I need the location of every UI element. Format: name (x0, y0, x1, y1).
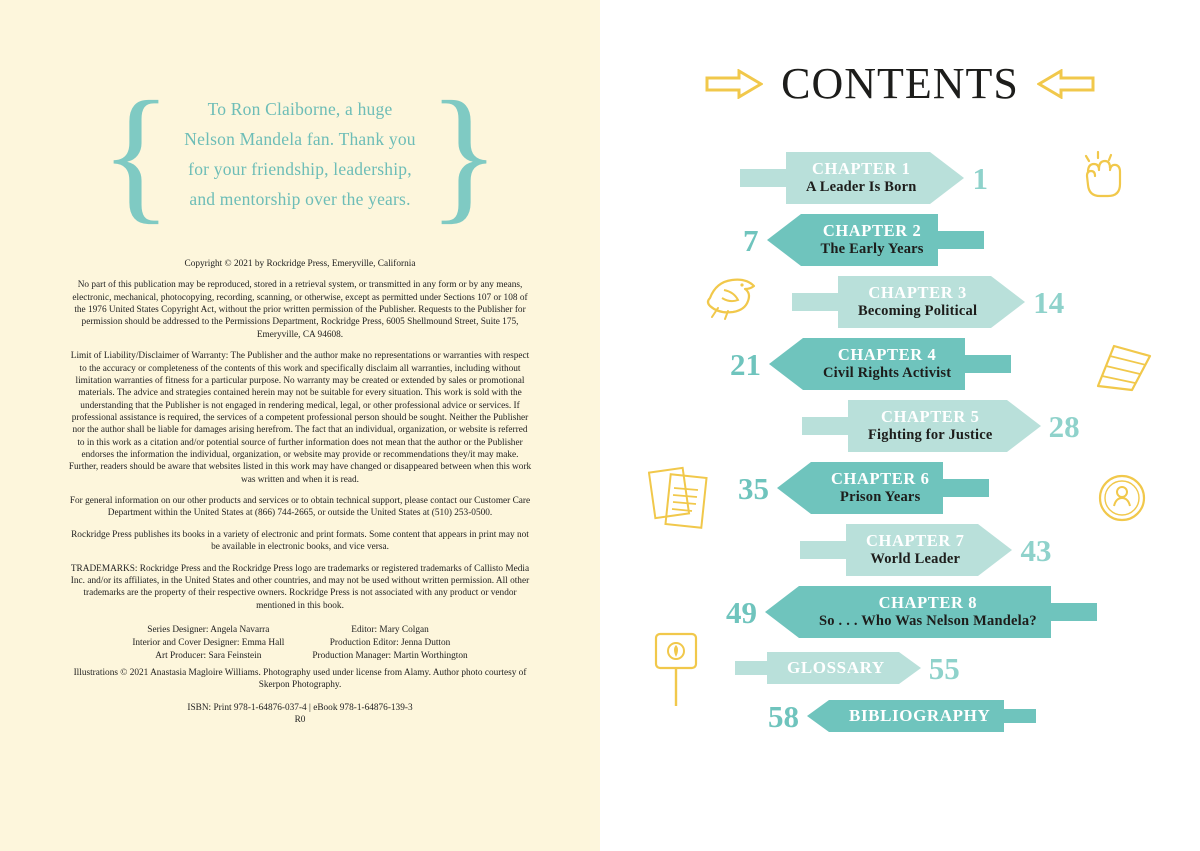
toc-entry-chapter-4[interactable] (722, 336, 1011, 392)
isbn-line: ISBN: Print 978-1-64876-037-4 | eBook 978-1-64876-139-3 (187, 702, 413, 713)
arrow-head-right-icon (899, 652, 921, 684)
toc-bar (799, 586, 1051, 638)
toc-bar (811, 462, 943, 514)
chapter-title: Becoming Political (858, 302, 978, 319)
toc-entry-chapter-7[interactable] (800, 522, 1059, 578)
toc-bar-text (829, 706, 1004, 725)
page-number: 35 (738, 470, 769, 506)
arrow-tail (800, 541, 846, 559)
toc-bar-text (848, 408, 1007, 443)
chapter-label: CHAPTER 8 (878, 593, 978, 613)
arrow-head-left-icon (777, 462, 811, 514)
chapter-title: Civil Rights Activist (823, 364, 952, 381)
arrow-tail (792, 293, 838, 311)
toc-bar (803, 338, 965, 390)
arrow-head-left-icon (769, 338, 803, 390)
chapter-title: A Leader Is Born (806, 178, 917, 195)
left-brace-ornament: { (100, 71, 172, 237)
toc-entry-bibliography[interactable] (760, 698, 1036, 734)
toc-entry-chapter-6[interactable] (730, 460, 989, 516)
toc-entry-chapter-3[interactable] (792, 274, 1072, 330)
arrow-tail (740, 169, 786, 187)
credits-column-right (312, 624, 467, 663)
chapter-label: CHAPTER 3 (868, 283, 967, 303)
chapter-label: CHAPTER 6 (831, 469, 930, 489)
copyright-paragraph-5: TRADEMARKS: Rockridge Press and the Rockridge Press logo are trademarks or registered trademarks of Callisto Media Inc. and/or its affiliates, in the United States and other countries, and may not be used without written permission. All other trademarks are the property of their respective owners. Rockridge Press is not associated with any product or vendor mentioned in this book. (70, 563, 530, 611)
copyright-line: Copyright © 2021 by Rockridge Press, Emeryville, California (184, 259, 416, 269)
page-number: 7 (743, 222, 759, 258)
arrow-tail (1004, 709, 1036, 723)
right-brace-ornament: } (428, 71, 500, 237)
arrow-tail (965, 355, 1011, 373)
contents-page (600, 0, 1200, 851)
toc-bar (767, 652, 899, 684)
copyright-text-block (68, 258, 532, 727)
arrow-head-right-icon (991, 276, 1025, 328)
documents-icon (648, 462, 712, 532)
toc-bar (829, 700, 1004, 732)
page-number: 55 (928, 650, 960, 686)
toc-entry-chapter-1[interactable] (740, 150, 996, 206)
toc-bar (786, 152, 930, 204)
toc-bar-text (801, 222, 938, 257)
chapter-title: Fighting for Justice (868, 426, 993, 443)
section-label: GLOSSARY (787, 658, 885, 678)
toc-entry-chapter-2[interactable] (735, 212, 984, 268)
toc-bar (848, 400, 1007, 452)
chapter-title: The Early Years (820, 240, 924, 257)
chapter-label: CHAPTER 7 (866, 531, 965, 551)
page-number: 28 (1048, 408, 1080, 444)
credits-column-left (132, 624, 284, 663)
chapter-title: Prison Years (840, 488, 921, 505)
arrow-tail (1051, 603, 1097, 621)
arrow-tail (735, 661, 767, 675)
section-label: BIBLIOGRAPHY (849, 706, 991, 726)
credit-editor: Editor: Mary Colgan (351, 624, 429, 635)
copyright-paragraph-2: Limit of Liability/Disclaimer of Warranty: The Publisher and the author make no representations or warranties with respect to the accuracy or completeness of the contents of this work and specifically disclaim all warranties, including without limitation warranties of fitness for a particular purpose. No warranty may be created or extended by sales or promotional materials. The advice and strategies contained herein may not be suitable for every situation. This work is sold with the understanding that the Publisher is not engaged in rendering medical, legal, or other professional advice or services. If professional assistance is required, the services of a competent professional person should be sought. Neither the Publisher nor the author shall be liable for damages arising herefrom. The fact that an individual, organization, or website is referred to in this work as a citation and/or potential source of further information does not mean that the author or the Publisher endorses the information the individual, organization, or website may provide or recommendations they/it may make. Further, readers should be aware that websites listed in this work may have changed or disappeared between when this work was written and when it is read. (68, 351, 532, 485)
toc-entry-glossary[interactable] (735, 650, 968, 686)
dedication-text: To Ron Claiborne, a huge Nelson Mandela fan. Thank you for your friendship, leadership, and mentorship over the years. (184, 98, 416, 210)
protest-sign-icon (648, 630, 708, 708)
arrow-tail (943, 479, 989, 497)
chapter-label: CHAPTER 2 (822, 221, 922, 241)
credit-production-manager: Production Manager: Martin Worthington (312, 651, 468, 662)
toc-bar-text (786, 160, 930, 195)
arrow-head-left-icon (807, 700, 829, 732)
chapter-label: CHAPTER 4 (837, 345, 937, 365)
arrow-head-right-icon (978, 524, 1012, 576)
toc-bar-text (799, 594, 1051, 629)
isbn-block (68, 702, 532, 727)
credit-interior-cover-designer: Interior and Cover Designer: Emma Hall (132, 638, 285, 648)
page-number: 21 (730, 346, 761, 382)
copyright-paragraph-1: No part of this publication may be reproduced, stored in a retrieval system, or transmitted in any form or by any means, electronic, mechanical, photocopying, recording, scanning, or otherwise, except as permitted under Sections 107 or 108 of the 1976 United States Copyright Act, without the prior written permission of the Publisher. Requests to the Publisher for permission should be addressed to the Permissions Department, Rockridge Press, 6005 Shellmound Street, Suite 175, Emeryville, CA 94608. (72, 280, 528, 340)
printing-code: R0 (294, 715, 306, 726)
dove-icon (700, 268, 762, 320)
arrow-head-left-icon (767, 214, 801, 266)
toc-bar (838, 276, 991, 328)
arrow-tail (802, 417, 848, 435)
credit-art-producer: Art Producer: Sara Feinstein (155, 651, 262, 662)
copyright-paragraph-4: Rockridge Press publishes its books in a variety of electronic and print formats. Some content that appears in print may not be available in electronic books, and vice versa. (71, 529, 529, 553)
flag-icon (1092, 340, 1154, 392)
credits-block (68, 624, 532, 663)
arrow-tail (938, 231, 984, 249)
raised-fist-icon (1078, 150, 1124, 202)
toc-bar-text (846, 532, 978, 567)
arrow-head-right-icon (1007, 400, 1041, 452)
toc-bar-text (767, 658, 899, 677)
arrow-left-outline-icon (1037, 69, 1095, 99)
arrow-head-right-icon (930, 152, 964, 204)
toc-bar-text (838, 284, 991, 319)
chapter-label: CHAPTER 5 (881, 407, 980, 427)
credit-series-designer: Series Designer: Angela Navarra (147, 624, 270, 635)
medallion-portrait-icon (1096, 472, 1148, 524)
copyright-paragraph-3: For general information on our other products and services or to obtain technical support, please contact our Customer Care Department within the United States at (866) 744-2665, or outside the United States at (510) 253-0500. (69, 496, 531, 519)
dedication-block (100, 71, 500, 237)
page-number: 14 (1033, 284, 1065, 320)
toc-bar-text (803, 346, 965, 381)
arrow-head-left-icon (765, 586, 799, 638)
toc-bar-text (811, 470, 943, 505)
chapter-label: CHAPTER 1 (812, 159, 911, 179)
page-number: 49 (726, 594, 757, 630)
illustrations-credit: Illustrations © 2021 Anastasia Magloire Williams. Photography used under license from Alamy. Author photo courtesy of Skerpon Photography. (73, 668, 527, 691)
page-number: 58 (768, 698, 799, 734)
page-number: 43 (1020, 532, 1052, 568)
toc-entry-chapter-8[interactable] (718, 584, 1097, 640)
toc-entry-chapter-5[interactable] (802, 398, 1088, 454)
chapter-title: World Leader (870, 550, 961, 567)
chapter-title: So . . . Who Was Nelson Mandela? (819, 612, 1037, 629)
credit-production-editor: Production Editor: Jenna Dutton (329, 638, 451, 648)
arrow-right-outline-icon (705, 69, 763, 99)
toc-bar (846, 524, 978, 576)
page-title: CONTENTS (781, 59, 1019, 108)
page-number: 1 (972, 160, 988, 196)
toc-bar (801, 214, 938, 266)
contents-header (600, 58, 1200, 109)
